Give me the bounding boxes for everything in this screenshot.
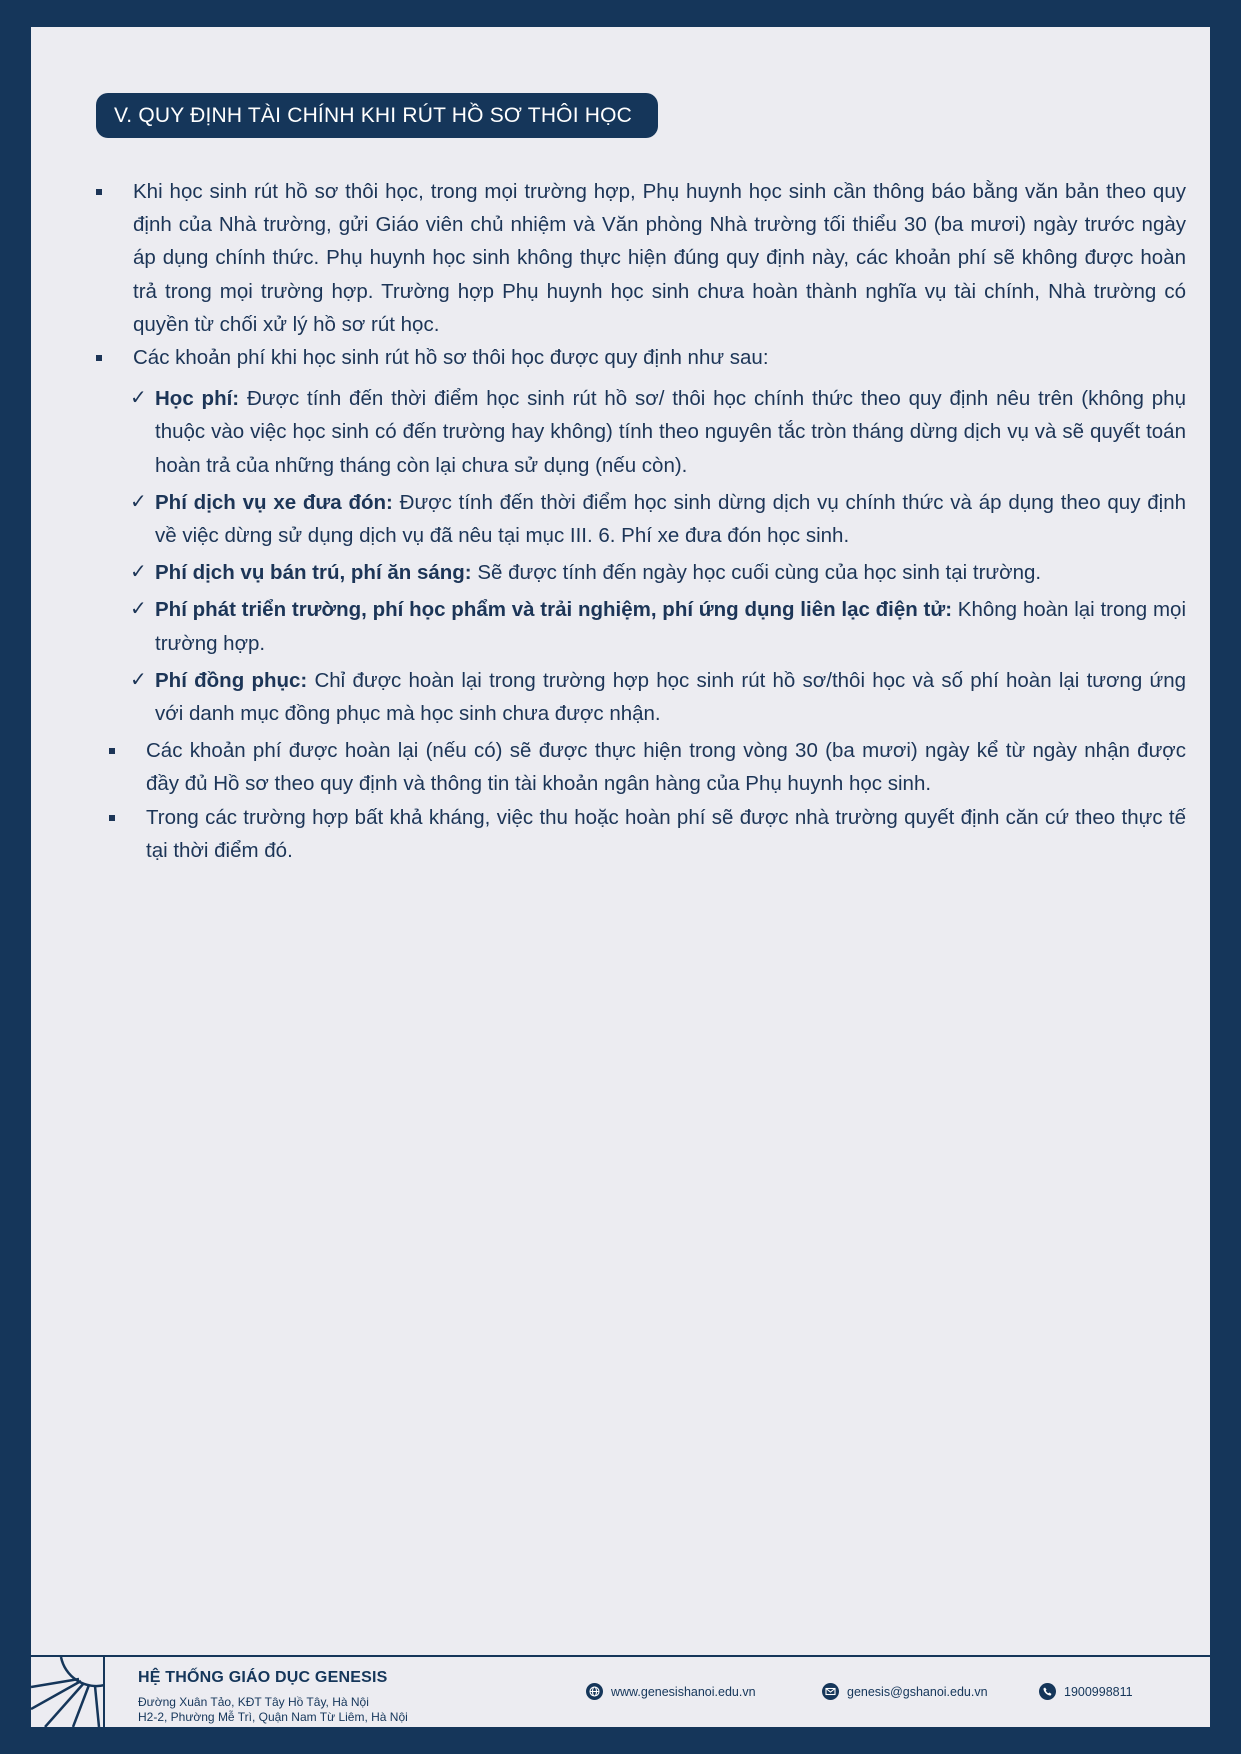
organization-name: HỆ THỐNG GIÁO DỤC GENESIS: [138, 1669, 388, 1686]
email-link[interactable]: genesis@gshanoi.edu.vn: [847, 1684, 988, 1699]
check-icon: ✓: [130, 668, 147, 691]
mail-icon: [822, 1683, 839, 1700]
fee-label: Phí phát triển trường, phí học phẩm và trải nghiệm, phí ứng dụng liên lạc điện tử:: [155, 598, 953, 622]
square-bullet-icon: [109, 815, 115, 821]
check-icon: ✓: [130, 598, 147, 621]
fee-label: Phí đồng phục:: [155, 668, 308, 692]
fee-item: [96, 382, 1186, 482]
check-icon: ✓: [130, 387, 147, 410]
fee-text: Chỉ được hoàn lại trong trường hợp học sinh rút hồ sơ/thôi học và số phí hoàn lại tương ứng với danh mục đồng phục mà học sinh chưa được nhận.: [155, 668, 1186, 726]
address-line: Đường Xuân Tảo, KĐT Tây Hồ Tây, Hà Nội: [138, 1695, 369, 1709]
website-contact[interactable]: [586, 1683, 756, 1700]
square-bullet-icon: [109, 748, 115, 754]
globe-icon: [586, 1683, 603, 1700]
phone-icon: [1039, 1683, 1056, 1700]
fee-text: Không hoàn lại trong mọi trường hợp.: [155, 598, 1186, 655]
bullet-text: Khi học sinh rút hồ sơ thôi học, trong mọi trường hợp, Phụ huynh học sinh cần thông báo bằng văn bản theo quy định của Nhà trường, gửi Giáo viên chủ nhiệm và Văn phòng Nhà trường tối thiểu 30 (ba mươi) ngày trước ngày áp dụng chính thức. Phụ huynh học sinh không thực hiện đúng quy định này, các khoản phí sẽ không được hoàn trả trong mọi trường hợp. Trường hợp Phụ huynh học sinh chưa hoàn thành nghĩa vụ tài chính, Nhà trường có quyền từ chối xử lý hồ sơ rút học.: [133, 180, 1186, 336]
fee-label: Phí dịch vụ bán trú, phí ăn sáng:: [155, 561, 472, 585]
fee-text: Sẽ được tính đến ngày học cuối cùng của học sinh tại trường.: [471, 561, 1042, 585]
bullet-text: Trong các trường hợp bất khả kháng, việc thu hoặc hoàn phí sẽ được nhà trường quyết định căn cứ theo thực tế tại thời điểm đó.: [146, 805, 1186, 862]
fee-item: [96, 556, 1186, 589]
check-icon: ✓: [130, 561, 147, 584]
email-contact[interactable]: [822, 1683, 988, 1700]
bullet-text: Các khoản phí khi học sinh rút hồ sơ thôi học được quy định như sau:: [133, 346, 769, 370]
check-icon: ✓: [130, 490, 147, 513]
section-content: [96, 175, 1186, 867]
fee-text: Được tính đến thời điểm học sinh rút hồ sơ/ thôi học chính thức theo quy định nêu trên (không phụ thuộc vào việc học sinh có đến trường hay không) tính theo nguyên tắc tròn tháng dừng dịch vụ và sẽ quyết toán hoàn trả của những tháng còn lại chưa sử dụng (nếu còn).: [155, 387, 1186, 477]
website-link[interactable]: www.genesishanoi.edu.vn: [611, 1684, 756, 1699]
bullet-text: Các khoản phí được hoàn lại (nếu có) sẽ được thực hiện trong vòng 30 (ba mươi) ngày kể từ ngày nhận được đầy đủ Hồ sơ theo quy định và thông tin tài khoản ngân hàng của Phụ huynh học sinh.: [146, 739, 1186, 796]
fee-item: [96, 593, 1186, 659]
square-bullet-icon: [96, 189, 102, 195]
phone-contact[interactable]: [1039, 1683, 1133, 1700]
fee-label: Học phí:: [155, 387, 240, 411]
bullet-item: [96, 341, 1186, 374]
fee-text: Được tính đến thời điểm học sinh dừng dịch vụ chính thức và áp dụng theo quy định về việc dừng sử dụng dịch vụ đã nêu tại mục III. 6. Phí xe đưa đón học sinh.: [155, 490, 1186, 548]
square-bullet-icon: [96, 355, 102, 361]
fee-item: [96, 664, 1186, 730]
organization-address: [138, 1695, 408, 1725]
bullet-item: [96, 734, 1186, 800]
fee-label: Phí dịch vụ xe đưa đón:: [155, 490, 393, 514]
fee-item: [96, 486, 1186, 552]
bullet-item: [96, 801, 1186, 867]
sunburst-logo-icon: [31, 1657, 105, 1727]
document-page: [31, 27, 1210, 1727]
address-line: H2-2, Phường Mễ Trì, Quận Nam Từ Liêm, Hà Nội: [138, 1710, 408, 1724]
page-footer: [31, 1655, 1210, 1727]
bullet-item: [96, 175, 1186, 341]
section-heading: V. QUY ĐỊNH TÀI CHÍNH KHI RÚT HỒ SƠ THÔI HỌC: [96, 93, 658, 138]
phone-number[interactable]: 1900998811: [1064, 1684, 1133, 1699]
fee-list: [96, 382, 1186, 730]
